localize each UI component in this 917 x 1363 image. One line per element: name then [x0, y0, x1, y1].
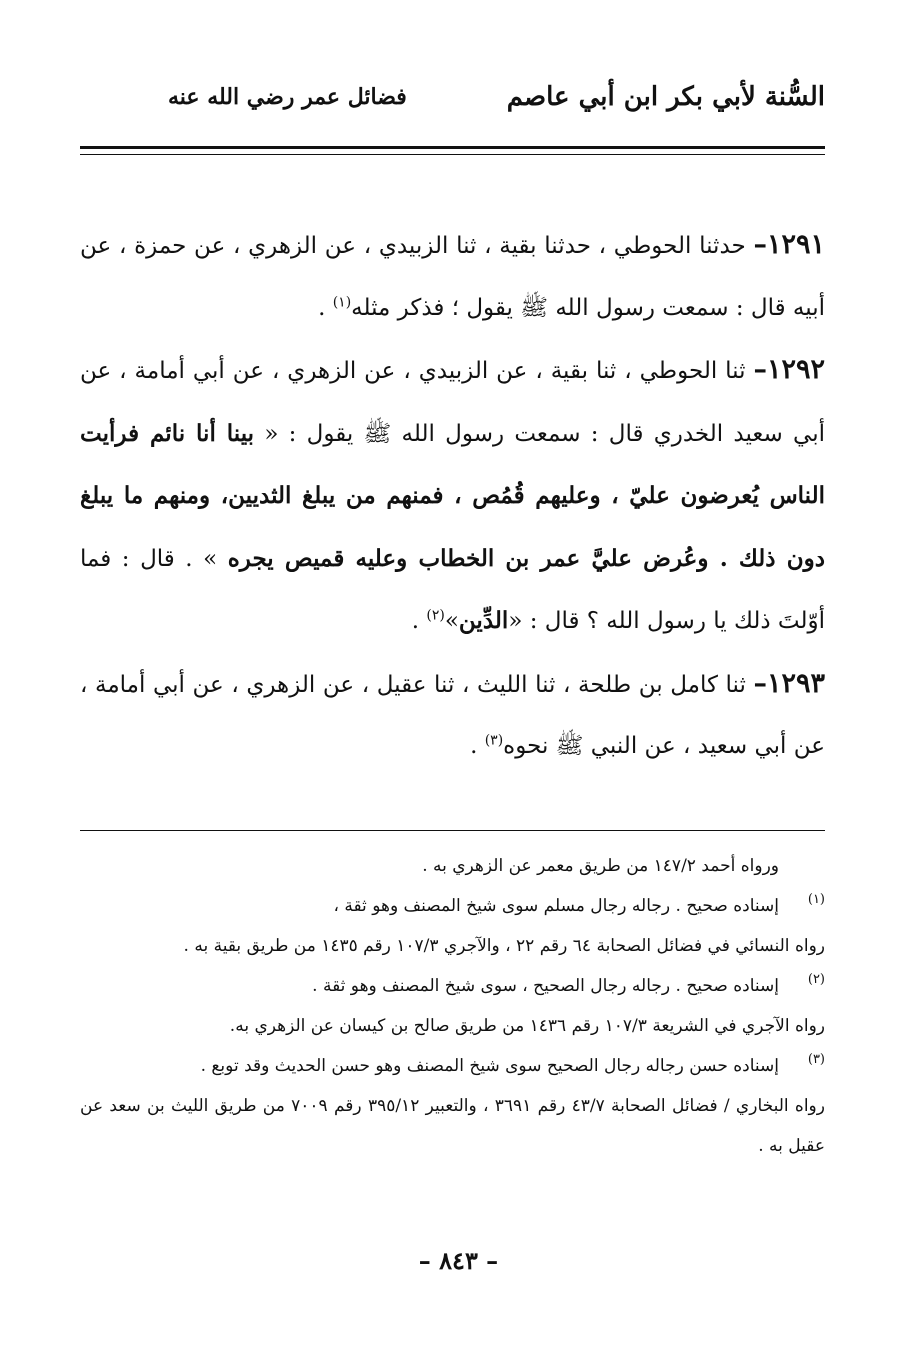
hadith-end: .	[318, 294, 333, 321]
hadith-text: ثنا الحوطي ، ثنا بقية ، عن الزبيدي ، عن الزهري ، عن أبي أمامة ، عن أبي سعيد الخدري قال : سمعت رسول الله ﷺ يقول : «	[80, 358, 825, 447]
footnote-separator	[80, 830, 825, 831]
hadith-answer: الدِّين	[458, 607, 509, 634]
footnote-marker: (٣)	[807, 1052, 825, 1067]
footnote-marker: (١)	[807, 892, 825, 907]
hadith-1291	[80, 214, 825, 339]
hadith-1293	[80, 653, 825, 778]
hadith-matn: بينا أنا نائم فرأيت الناس يُعرضون عليّ ، وعليهم قُمُص ، فمنهم من يبلغ الثديين، ومنهم ما يبلغ دون ذلك . وعُرض عليَّ عمر بن الخطاب وعليه قميص يجره	[80, 419, 826, 572]
header-rule-thin	[80, 154, 825, 155]
footnote-reference: (٢)	[426, 607, 445, 624]
hadith-number: ١٢٩٣–	[753, 667, 825, 699]
footnote-preamble: ورواه أحمد ١٤٧/٢ من طريق معمر عن الزهري به .	[422, 856, 779, 876]
section-title: فضائل عمر رضي الله عنه	[168, 84, 407, 110]
hadith-text-after: » . قال : فما أوّلتَ ذلك يا رسول الله ؟ قال : «	[80, 545, 825, 634]
hadith-end: .	[470, 733, 485, 759]
page-number: – ٨٤٣ –	[418, 1246, 499, 1275]
footnote-reference: (٣)	[484, 732, 504, 749]
page-header	[80, 72, 825, 122]
footnote-line: إسناده حسن رجاله رجال الصحيح سوى شيخ المصنف وهو حسن الحديث وقد توبع .	[200, 1056, 779, 1076]
footnote-1	[80, 886, 825, 966]
footnote-3	[80, 1046, 825, 1166]
footnote-line: رواه الآجري في الشريعة ١٠٧/٣ رقم ١٤٣٦ من طريق صالح بن كيسان عن الزهري به.	[229, 1016, 825, 1036]
hadith-1292	[80, 339, 825, 653]
footnote-line: رواه النسائي في فضائل الصحابة ٦٤ رقم ٢٢ ، والآجري ١٠٧/٣ رقم ١٤٣٥ من طريق بقية به .	[183, 936, 825, 956]
quote-close: »	[444, 608, 459, 634]
hadith-end: .	[411, 608, 427, 634]
footnote-line: رواه البخاري / فضائل الصحابة ٤٣/٧ رقم ٣٦٩١ ، والتعبير ٣٩٥/١٢ رقم ٧٠٠٩ من طريق الليث بن سعد عن عقيل به .	[80, 1096, 825, 1156]
header-rule-thick	[80, 146, 825, 149]
hadith-text: ثنا كامل بن طلحة ، ثنا الليث ، ثنا عقيل ، عن الزهري ، عن أبي أمامة ، عن أبي سعيد ، عن النبي ﷺ نحوه	[80, 671, 825, 759]
footnote-2	[80, 966, 825, 1046]
main-text	[80, 214, 825, 778]
hadith-number: ١٢٩١–	[753, 229, 825, 260]
footnote-marker: (٢)	[807, 972, 825, 987]
footnote-line: إسناده صحيح . رجاله رجال مسلم سوى شيخ المصنف وهو ثقة ،	[333, 896, 779, 916]
hadith-text: حدثنا الحوطي ، حدثنا بقية ، ثنا الزبيدي ، عن الزهري ، عن حمزة ، عن أبيه قال : سمعت رسول الله ﷺ يقول ؛ فذكر مثله	[80, 233, 825, 321]
footnote-line: إسناده صحيح . رجاله رجال الصحيح ، سوى شيخ المصنف وهو ثقة .	[312, 976, 779, 996]
book-title: السُّنة لأبي بكر ابن أبي عاصم	[506, 82, 825, 112]
hadith-number: ١٢٩٢–	[753, 354, 825, 385]
footnotes	[80, 846, 825, 1166]
footnote-reference: (١)	[332, 293, 352, 310]
